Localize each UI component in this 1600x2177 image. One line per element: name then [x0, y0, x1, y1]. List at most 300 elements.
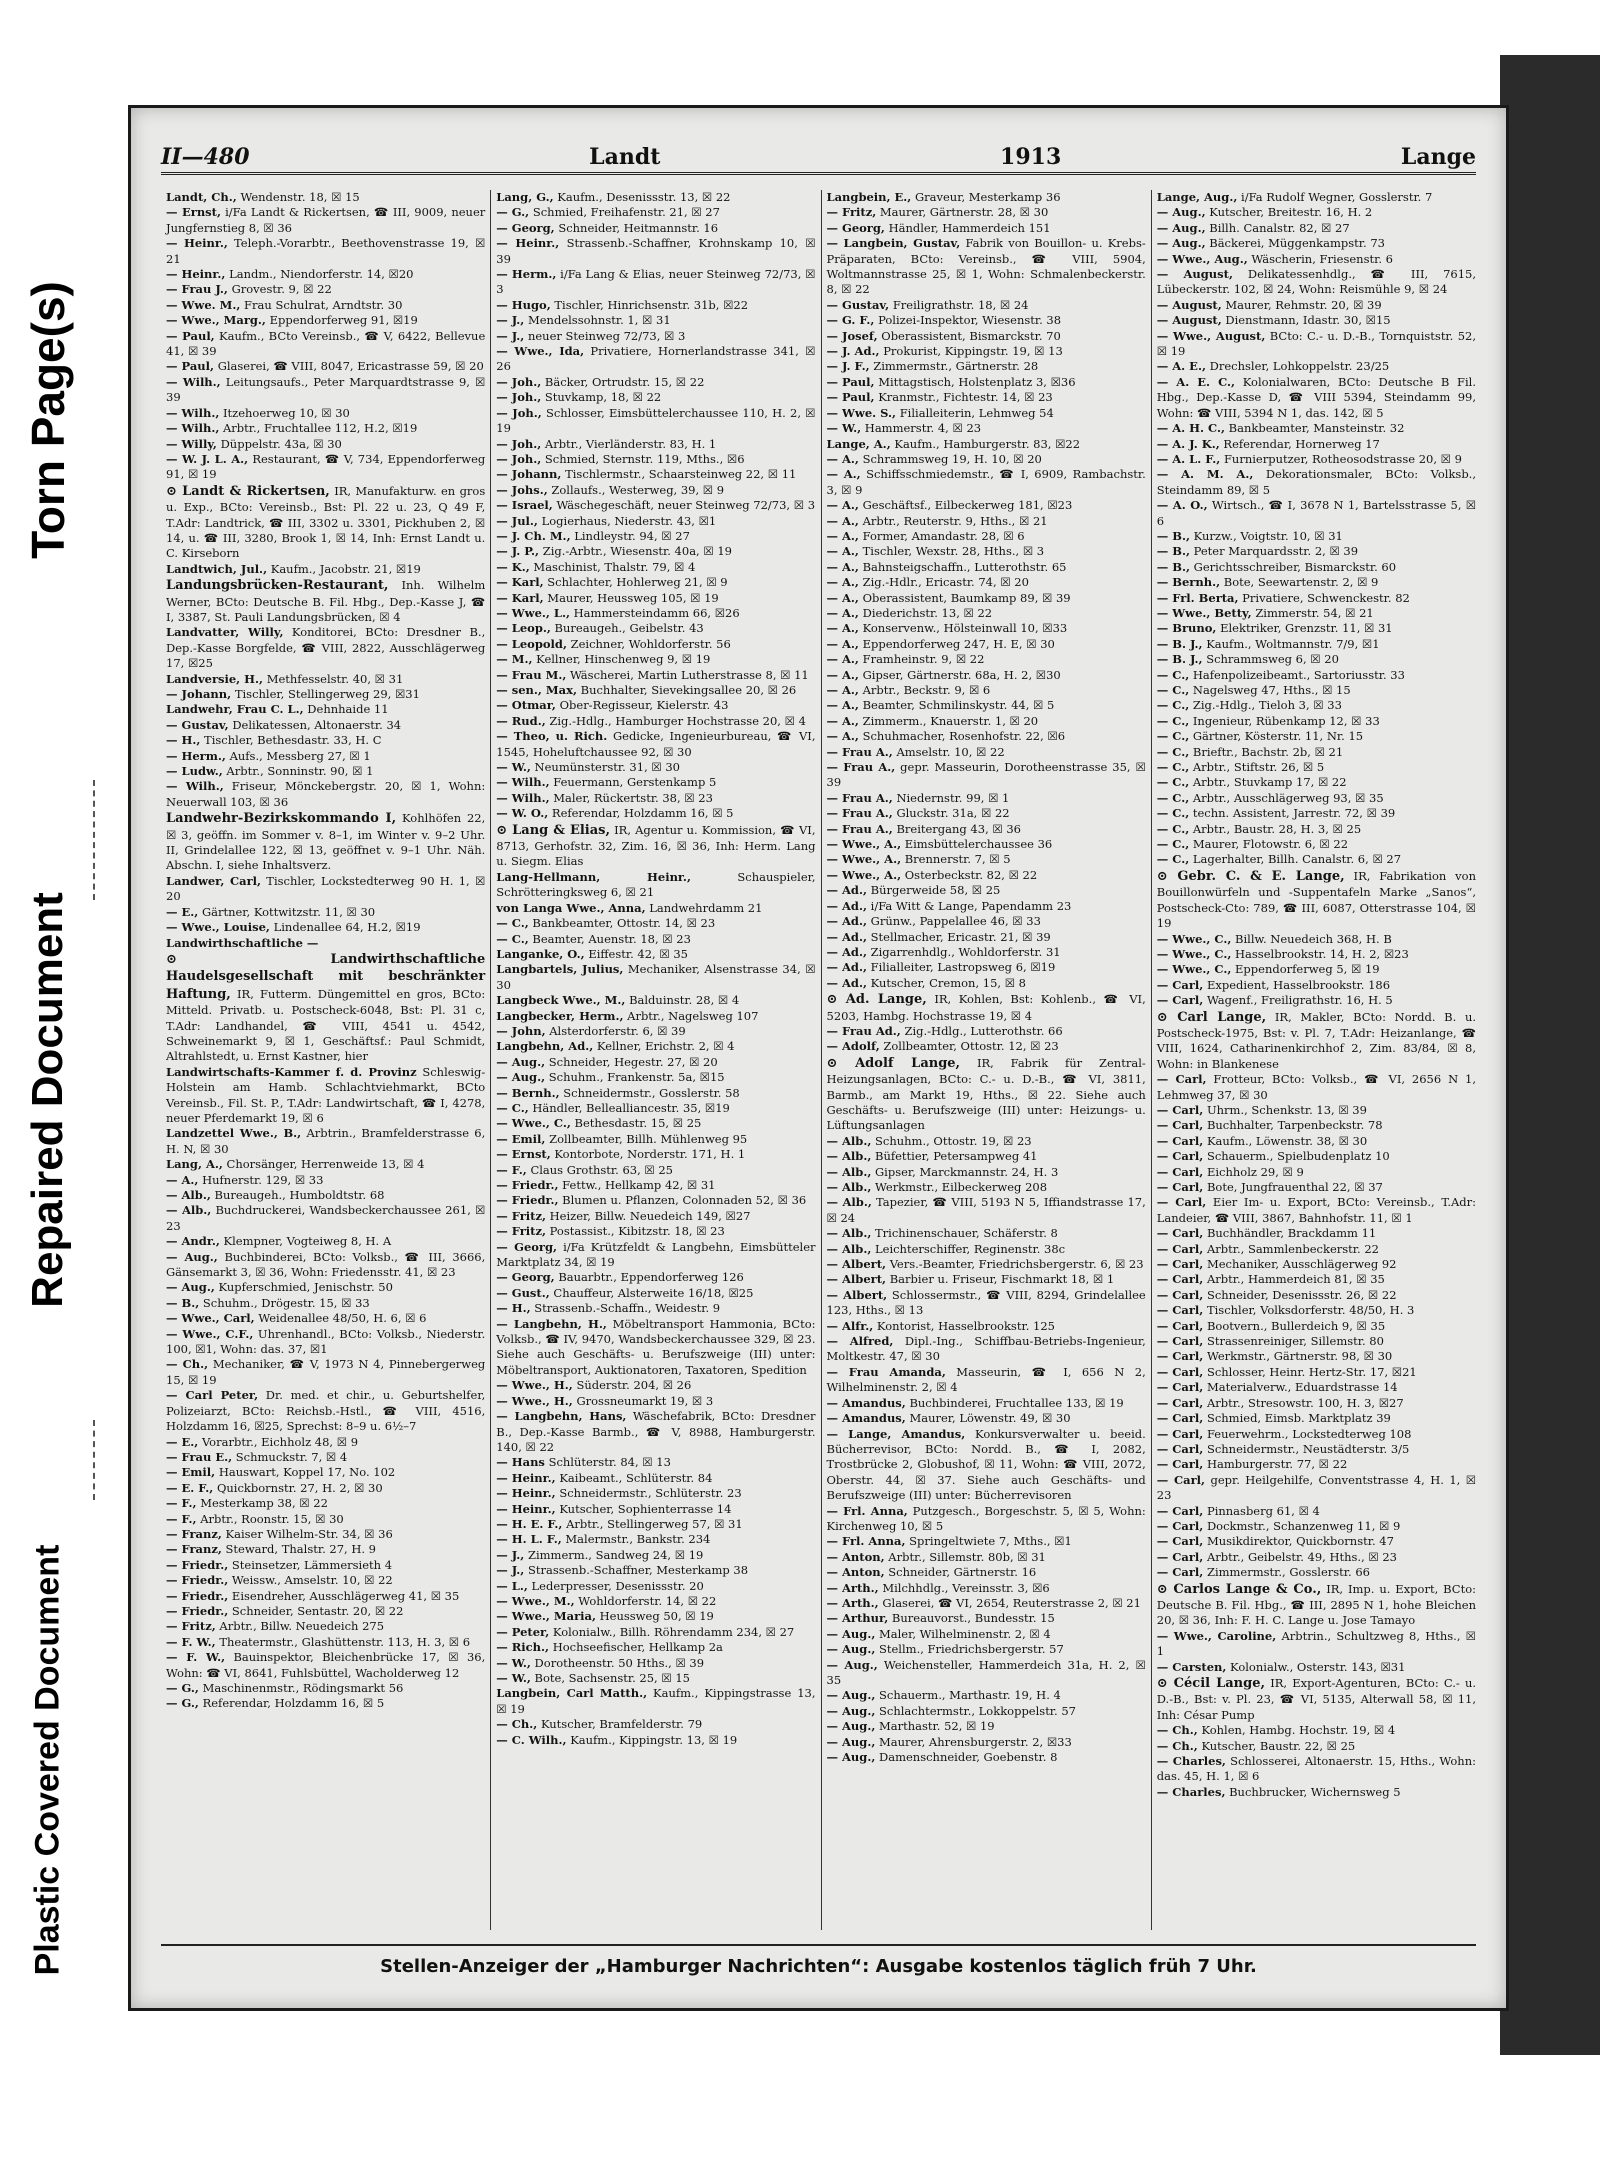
entry-name: — Heinr.,	[496, 1501, 556, 1516]
directory-entry	[496, 1686, 815, 1717]
directory-entry	[1157, 1380, 1476, 1395]
entry-details: Schmied, Sternstr. 119, Mths., ☒6	[544, 451, 745, 466]
directory-entry	[166, 1481, 485, 1496]
entry-name: — F. W.,	[166, 1634, 216, 1649]
entry-name: — H.,	[496, 1301, 531, 1316]
entry-details: IR, Export-Agenturen, BCto: C.- u. D.-B., Bst: v. Pl. 23, ☎ VI, 5135, Alterwall 58, ☒ 11, Inh: César Pump	[1156, 1676, 1477, 1722]
entry-name: — Bernh.,	[496, 1085, 560, 1100]
entry-details: Strassenreiniger, Sillemstr. 80	[1206, 1334, 1384, 1349]
directory-entry	[1157, 1581, 1476, 1629]
directory-entry	[166, 764, 485, 779]
entry-name: — Wwe., Ida,	[496, 344, 585, 359]
entry-details: Strassenb.-Schaffner, Mesterkamp 38	[527, 1563, 749, 1578]
directory-entry	[827, 1550, 1146, 1565]
directory-entry	[827, 1165, 1146, 1180]
entry-details: Barbier u. Friseur, Fischmarkt 18, ☒ 1	[889, 1272, 1115, 1287]
entry-name: — Wwe., Carl,	[166, 1311, 255, 1326]
directory-entry	[1157, 1272, 1476, 1287]
entry-name: — C.,	[496, 916, 529, 931]
entry-details: Eichholz 29, ☒ 9	[1206, 1164, 1304, 1179]
entry-details: Schlosserei, Altonaerstr. 15, Hths., Wohn: das. 45, H. 1, ☒ 6	[1156, 1754, 1476, 1784]
entry-details: Eisendreher, Ausschlägerweg 41, ☒ 35	[231, 1588, 460, 1603]
entry-name: — Joh.,	[496, 374, 542, 389]
entry-details: Beamter, Auenstr. 18, ☒ 23	[532, 931, 691, 946]
directory-entry	[496, 575, 815, 590]
entry-name: — Wwe., L.,	[496, 605, 570, 620]
directory-entry	[166, 1065, 485, 1127]
entry-name: — A.,	[826, 698, 859, 713]
entry-name: — Wwe., H.,	[496, 1393, 573, 1408]
entry-name: — Wwe., C.F.,	[166, 1326, 254, 1341]
entry-name: — sen., Max,	[496, 683, 577, 697]
entry-details: Wäscherei, Martin Lutherstrasse 8, ☒ 11	[569, 667, 809, 682]
directory-entry	[1157, 1180, 1476, 1195]
directory-entry	[166, 625, 485, 671]
entry-name: — Karl,	[496, 590, 544, 605]
entry-details: Milchhdlg., Vereinsstr. 3, ☒6	[882, 1580, 1050, 1595]
entry-details: Filialleiter, Lastropsweg 6, ☒19	[870, 960, 1056, 975]
entry-details: Maschinenmstr., Rödingsmarkt 56	[202, 1681, 404, 1695]
directory-entry	[827, 406, 1146, 421]
directory-entry	[496, 1317, 815, 1379]
entry-name: — M.,	[496, 652, 533, 667]
directory-entry	[827, 498, 1146, 513]
entry-details: Eppendorferweg 5, ☒ 19	[1235, 962, 1380, 977]
entry-name: — Carl,	[1156, 1549, 1204, 1564]
entry-name: Langbein, Carl Matth.,	[496, 1686, 648, 1701]
entry-name: — Alfr.,	[826, 1318, 874, 1333]
entry-details: Postassist., Kibitzstr. 18, ☒ 23	[549, 1224, 725, 1239]
directory-entry	[1157, 947, 1476, 962]
directory-entry	[1157, 775, 1476, 790]
directory-entry	[1157, 1660, 1476, 1675]
directory-entry	[496, 1224, 815, 1239]
directory-entry	[1157, 652, 1476, 667]
entry-name: — A.,	[826, 713, 859, 728]
directory-entry	[166, 205, 485, 236]
entry-details: Framheinstr. 9, ☒ 22	[862, 652, 985, 667]
entry-name: — F.,	[496, 1162, 527, 1177]
entry-name: — Wilh.,	[166, 374, 221, 389]
entry-name: — G.,	[166, 1681, 199, 1695]
directory-entry	[827, 1411, 1146, 1426]
entry-details: Kurzw., Voigtstr. 10, ☒ 31	[1193, 528, 1343, 543]
directory-entry	[827, 1596, 1146, 1611]
entry-details: gepr. Heilgehilfe, Conventstrasse 4, H. 1, ☒ 23	[1156, 1472, 1477, 1503]
entry-name: — Carl,	[1156, 1133, 1204, 1148]
entry-name: — Frau Amanda,	[826, 1364, 946, 1379]
entry-name: — B.,	[1156, 544, 1190, 559]
entry-name: — Carl,	[1156, 1102, 1204, 1117]
entry-details: Pinnasberg 61, ☒ 4	[1206, 1503, 1320, 1518]
entry-name: Lange, A.,	[826, 436, 891, 451]
entry-name: — Leopold,	[496, 636, 567, 651]
entry-name: — Georg,	[496, 220, 555, 235]
directory-entry	[166, 936, 485, 951]
directory-entry	[166, 236, 485, 267]
directory-entry	[1157, 714, 1476, 729]
directory-entry	[827, 1272, 1146, 1287]
entry-name: — Wwe., C.,	[1156, 931, 1232, 946]
entry-name: — Carl,	[1156, 1149, 1204, 1164]
entry-name: — Ch.,	[1156, 1723, 1198, 1738]
directory-entry	[1157, 978, 1476, 993]
directory-entry	[1157, 1473, 1476, 1504]
entry-name: — C.,	[1156, 744, 1190, 759]
directory-entry	[1157, 1519, 1476, 1534]
directory-entry	[827, 421, 1146, 436]
torn-edge-shadow	[1500, 55, 1600, 2055]
directory-entry	[166, 1435, 485, 1450]
entry-name: — Carl,	[1156, 1318, 1204, 1333]
entry-name: Lange, Aug.,	[1156, 190, 1238, 204]
entry-details: Maurer, Ahrensburgerstr. 2, ☒33	[879, 1734, 1072, 1749]
entry-details: Wagenf., Freiligrathstr. 16, H. 5	[1206, 993, 1393, 1008]
directory-entry	[496, 1579, 815, 1594]
directory-entry	[496, 791, 815, 806]
entry-name: — Ad.,	[826, 975, 867, 990]
entry-name: — Ad.,	[826, 960, 867, 975]
entry-details: Gerichtsschreiber, Bismarckstr. 60	[1193, 559, 1397, 574]
directory-entry	[1157, 637, 1476, 652]
entry-name: — Carl,	[1156, 1195, 1207, 1210]
entry-details: Gärtner, Kottwitzstr. 11, ☒ 30	[201, 904, 376, 919]
entry-details: Furnierputzer, Rotheosodstrasse 20, ☒ 9	[1223, 451, 1462, 466]
directory-entry	[496, 870, 815, 901]
entry-details: Hamburgerstr. 77, ☒ 22	[1206, 1457, 1348, 1472]
directory-entry	[827, 1704, 1146, 1719]
entry-name: — Wwe., Betty,	[1156, 605, 1252, 620]
entry-details: Schneidermstr., Gosslerstr. 58	[563, 1085, 740, 1100]
directory-entry	[827, 729, 1146, 744]
entry-details: Zeichner, Wohldorferstr. 56	[570, 636, 731, 651]
directory-entry	[496, 993, 815, 1008]
entry-details: Schrammsweg 19, H. 10, ☒ 20	[862, 451, 1042, 466]
entry-name: — Arth.,	[826, 1595, 879, 1610]
directory-entry	[496, 529, 815, 544]
entry-name: — Carl,	[1156, 1164, 1204, 1179]
directory-entry	[827, 745, 1146, 760]
entry-name: — Aug.,	[826, 1657, 878, 1672]
directory-entry	[1157, 560, 1476, 575]
entry-details: Polizei-Inspektor, Wiesenstr. 38	[878, 313, 1062, 328]
entry-details: Inh. Wilhelm Werner, BCto: Deutsche B. Fil. Hbg., Dep.-Kasse J, ☎ I, 3387, St. Pauli Landungsbrücken, ☒ 4	[166, 578, 486, 624]
entry-name: — Langbehn, Hans,	[496, 1409, 627, 1424]
entry-name: — Alfred,	[826, 1334, 894, 1349]
entry-details: Gluckstr. 31a, ☒ 22	[896, 806, 1010, 821]
entry-details: Buchhalter, Tarpenbeckstr. 78	[1206, 1118, 1383, 1133]
entry-details: Musikdirektor, Quickbornstr. 47	[1206, 1534, 1394, 1549]
entry-details: Dipl.-Ing., Schiffbau-Betriebs-Ingenieur, Moltkestr. 47, ☒ 30	[826, 1334, 1146, 1364]
entry-name: — C.,	[1156, 760, 1190, 775]
directory-entry	[827, 1288, 1146, 1319]
entry-name: — Wilh.,	[496, 775, 550, 790]
entry-details: Schmuckstr. 7, ☒ 4	[235, 1449, 348, 1464]
entry-details: IR, Manufakturw. en gros u. Exp., BCto: Vereinsb., Bst: Pl. 22 u. 23, Q 49 F, T.Adr: Landtrick, ☎ III, 3302 u. 3301, Pickhuben 2, ☒ 14, u. ☎ III, 3280, Brook 1, ☒ 14, Inh: Ernst Landt u. C. Kirseborn	[166, 483, 486, 561]
entry-name: Landwirtschafts-Kammer f. d. Provinz	[166, 1064, 417, 1079]
entry-name: — C.,	[496, 931, 529, 946]
entry-name: — A.,	[826, 621, 859, 636]
entry-name: Lang-Hellmann, Heinr.,	[496, 869, 691, 884]
directory-entry	[496, 221, 815, 236]
page-header	[161, 138, 1476, 175]
entry-details: Zig.-Arbtr., Wiesenstr. 40a, ☒ 19	[542, 544, 732, 559]
directory-entry	[827, 313, 1146, 328]
entry-details: Arbtr., Reuterstr. 9, Hths., ☒ 21	[862, 513, 1048, 528]
directory-entry	[1157, 1165, 1476, 1180]
entry-name: — Friedr.,	[166, 1573, 229, 1588]
directory-entry	[1157, 1134, 1476, 1149]
entry-details: Schuhm., Drögestr. 15, ☒ 33	[202, 1295, 370, 1310]
entry-details: Zimmerstr. 54, ☒ 21	[1255, 605, 1374, 620]
directory-entry	[496, 1024, 815, 1039]
entry-details: Kontorbote, Norderstr. 171, H. 1	[554, 1147, 746, 1162]
entry-name: — E.,	[166, 904, 199, 919]
entry-name: — Carl Peter,	[166, 1388, 259, 1403]
entry-details: Kaufm., Löwenstr. 38, ☒ 30	[1206, 1133, 1368, 1148]
entry-details: Chauffeur, Alsterweite 16/18, ☒25	[553, 1285, 754, 1300]
entry-name: — Wilh.,	[166, 421, 220, 436]
directory-entry	[1157, 1565, 1476, 1580]
directory-entry	[496, 236, 815, 267]
entry-details: Düppelstr. 43a, ☒ 30	[220, 436, 342, 451]
entry-details: Eier Im- u. Export, BCto: Vereinsb., T.Adr: Landeier, ☎ VIII, 3867, Bahnhofstr. 11, ☒ 1	[1156, 1195, 1477, 1225]
entry-name: — Ernst,	[166, 205, 221, 220]
entry-details: Kaufm., Woltmannstr. 7/9, ☒1	[1206, 636, 1380, 651]
entry-name: — W.,	[496, 760, 531, 775]
directory-entry	[496, 591, 815, 606]
entry-details: Trichinenschauer, Schäferstr. 8	[875, 1226, 1058, 1241]
directory-entry	[827, 1581, 1146, 1596]
directory-entry	[496, 652, 815, 667]
entry-details: Bootvern., Bullerdeich 9, ☒ 35	[1206, 1318, 1386, 1333]
directory-entry	[166, 1496, 485, 1511]
entry-name: — A.,	[826, 729, 859, 744]
entry-name: — Adolf,	[826, 1039, 880, 1054]
directory-entry	[496, 1147, 815, 1162]
entry-name: — Wwe., A.,	[826, 852, 902, 867]
entry-name: — Ad.,	[826, 929, 867, 944]
directory-entry	[166, 874, 485, 905]
entry-details: Kranmstr., Fichtestr. 14, ☒ 23	[878, 390, 1053, 405]
entry-details: Kohlhöfen 22, ☒ 3, geöffn. im Sommer v. 8–1, im Winter v. 9–2 Uhr. II, Grindelallee 122, ☒ 13, geöffnet v. 9–1 Uhr. Näh. Abschn. I, siehe Inhaltsverz.	[166, 811, 486, 873]
entry-name: — Langbehn, H.,	[496, 1316, 607, 1331]
directory-entry	[827, 668, 1146, 683]
entry-details: Zig.-Hdlr., Ericastr. 74, ☒ 20	[862, 575, 1029, 590]
directory-entry	[827, 298, 1146, 313]
entry-details: Zig.-Hdlg., Lutterothstr. 66	[904, 1023, 1063, 1038]
directory-entry	[827, 1055, 1146, 1134]
directory-entry	[166, 1604, 485, 1619]
entry-details: Schuhm., Frankenstr. 5a, ☒15	[548, 1070, 725, 1085]
entry-name: — Alb.,	[826, 1149, 872, 1164]
entry-details: Bote, Seewartenstr. 2, ☒ 9	[1223, 575, 1379, 590]
entry-details: Arbtr., Ausschlägerweg 93, ☒ 35	[1192, 790, 1384, 805]
directory-entry	[1157, 993, 1476, 1008]
entry-name: — Ludw.,	[166, 764, 223, 779]
entry-details: Schneider, Gärtnerstr. 16	[888, 1565, 1037, 1580]
entry-details: Bankbeamter, Ottostr. 14, ☒ 23	[532, 916, 716, 931]
entry-details: Stellmacher, Ericastr. 21, ☒ 39	[870, 929, 1051, 944]
entry-name: — B.,	[1156, 559, 1190, 574]
side-labels	[0, 0, 100, 2177]
entry-name: — Aug.,	[826, 1719, 876, 1734]
entry-details: Wohldorferstr. 14, ☒ 22	[578, 1593, 717, 1608]
entry-name: — G.,	[496, 205, 530, 220]
entry-name: Langbein, E.,	[826, 190, 912, 204]
entry-details: Neumünsterstr. 31, ☒ 30	[534, 760, 680, 775]
entry-name: — Carl,	[1156, 1180, 1204, 1194]
directory-entry	[1157, 1396, 1476, 1411]
directory-entry	[1157, 313, 1476, 328]
directory-entry	[166, 1126, 485, 1157]
entry-details: Brieftr., Bachstr. 2b, ☒ 21	[1192, 744, 1344, 759]
entry-details: Frotteur, BCto: Volksb., ☎ VI, 2656 N 1, Lehmweg 37, ☒ 30	[1156, 1072, 1476, 1102]
entry-details: Schmied, Freihafenstr. 21, ☒ 27	[532, 205, 720, 220]
entry-name: — Wwe., M.,	[496, 1593, 575, 1608]
entry-details: Oberassistent, Bismarckstr. 70	[881, 328, 1061, 343]
directory-entry	[827, 991, 1146, 1024]
entry-name: — Josef,	[826, 328, 878, 343]
entry-details: gepr. Masseurin, Dorotheenstrasse 35, ☒ 39	[826, 760, 1146, 790]
entry-details: Strassenb.-Schaffn., Weidestr. 9	[534, 1301, 721, 1316]
directory-entry	[496, 1378, 815, 1393]
directory-entry	[1157, 729, 1476, 744]
directory-entry	[827, 544, 1146, 559]
directory-entry	[1157, 375, 1476, 421]
entry-name: — Aug.,	[166, 1249, 218, 1264]
entry-details: Arbtr., Stellingerweg 57, ☒ 31	[566, 1516, 743, 1531]
entry-details: Prokurist, Kippingstr. 19, ☒ 13	[883, 344, 1063, 359]
entry-name: — Carl,	[1156, 1303, 1204, 1318]
entry-details: Tischler, Volksdorferstr. 48/50, H. 3	[1206, 1303, 1415, 1318]
directory-entry	[827, 1149, 1146, 1164]
directory-entry	[496, 637, 815, 652]
entry-details: IR, Fabrikation von Bouillonwürfeln und -Suppentafeln Marke „Sanos“, Postscheck-Cto: 789, ☎ III, 6087, Otterstrasse 104, ☒ 19	[1156, 868, 1477, 931]
entry-details: Hasselbrookstr. 14, H. 2, ☒23	[1235, 946, 1409, 961]
entry-name: — G.,	[166, 1696, 199, 1711]
entry-name: — Albert,	[826, 1287, 888, 1302]
entry-name: — C.,	[1156, 698, 1190, 713]
entry-name: — Alb.,	[826, 1195, 872, 1210]
entry-name: — A.,	[826, 451, 859, 466]
column-2	[491, 190, 821, 1930]
entry-details: Zimmerm., Knauerstr. 1, ☒ 20	[862, 713, 1039, 728]
entry-details: Bureaugeh., Humboldtstr. 68	[214, 1188, 385, 1202]
entry-details: Kutscher, Breitestr. 16, H. 2	[1209, 205, 1373, 220]
entry-details: Schneider, Heitmannstr. 16	[558, 220, 719, 235]
entry-name: — Friedr.,	[166, 1557, 229, 1572]
entry-details: Maurer, Heussweg 105, ☒ 19	[547, 590, 719, 605]
entry-name: — J. Ad.,	[826, 344, 880, 359]
entry-name: — C.,	[1156, 713, 1190, 728]
entry-details: Buchbinderei, BCto: Volksb., ☎ III, 3666, Gänsemarkt 3, ☒ 36, Wohn: Friedensstr. 41, ☒ 23	[166, 1249, 486, 1280]
entry-details: Arbtr., Sammlenbeckerstr. 22	[1206, 1241, 1379, 1256]
directory-entry	[166, 282, 485, 297]
entry-name: — A.,	[826, 544, 859, 559]
entry-details: Hufnerstr. 129, ☒ 33	[202, 1172, 324, 1187]
entry-details: i/Fa Rudolf Wegner, Gosslerstr. 7	[1241, 190, 1433, 204]
directory-entry	[1157, 1242, 1476, 1257]
directory-entry	[166, 672, 485, 687]
directory-entry	[827, 1735, 1146, 1750]
directory-entry	[166, 1450, 485, 1465]
entry-details: Wendenstr. 18, ☒ 15	[240, 190, 360, 204]
directory-entry	[1157, 591, 1476, 606]
entry-details: Schlachter, Hohlerweg 21, ☒ 9	[547, 575, 728, 590]
entry-name: — W.,	[826, 421, 862, 436]
entry-details: Arbtr., Fruchtallee 112, H.2, ☒19	[222, 421, 418, 436]
entry-name: Langbeck Wwe., M.,	[496, 993, 626, 1008]
directory-entry	[827, 1242, 1146, 1257]
entry-details: Schmied, Eimsb. Marktplatz 39	[1206, 1411, 1391, 1426]
entry-details: Damenschneider, Goebenstr. 8	[879, 1750, 1058, 1765]
entry-name: — Wwe., C.,	[1156, 946, 1232, 961]
entry-name: — Frau A.,	[826, 744, 893, 759]
entry-name: — Ernst,	[496, 1147, 551, 1162]
entry-details: Leichterschiffer, Reginenstr. 38c	[875, 1241, 1066, 1256]
entry-details: Dockmstr., Schanzenweg 11, ☒ 9	[1206, 1518, 1401, 1533]
entry-details: Arbtrin., Schultzweg 8, Hths., ☒ 1	[1156, 1628, 1476, 1659]
entry-name: — Fritz,	[496, 1224, 546, 1239]
directory-entry	[496, 947, 815, 962]
directory-entry	[166, 702, 485, 717]
directory-entry	[827, 1319, 1146, 1334]
entry-details: Weichensteller, Hammerdeich 31a, H. 2, ☒ 35	[826, 1657, 1146, 1687]
directory-entry	[166, 920, 485, 935]
entry-details: Uhrenhandl., BCto: Volksb., Niederstr. 100, ☒1, Wohn: das. 37, ☒1	[166, 1326, 486, 1357]
entry-details: Dehnhaide 11	[307, 702, 389, 717]
entry-name: — C.,	[1156, 852, 1190, 867]
directory-entry	[827, 1024, 1146, 1039]
directory-entry	[1157, 932, 1476, 947]
entry-details: Gedicke, Ingenieurbureau, ☎ VI, 1545, Hoheluftchaussee 92, ☒ 30	[496, 729, 816, 759]
entry-name: — Carsten,	[1156, 1659, 1227, 1674]
directory-entry	[166, 1465, 485, 1480]
entry-details: Wirtsch., ☎ I, 3678 N 1, Bartelsstrasse 5, ☒ 6	[1156, 498, 1476, 528]
directory-entry	[166, 1619, 485, 1634]
column-4	[1152, 190, 1481, 1930]
entry-details: Strassenb.-Schaffner, Krohnskamp 10, ☒ 39	[496, 236, 816, 266]
directory-entry	[496, 437, 815, 452]
entry-details: Arbtr., Stuvkamp 17, ☒ 22	[1192, 775, 1347, 790]
entry-name: — Joh.,	[496, 405, 542, 420]
entry-details: Geschäftsf., Eilbeckerweg 181, ☒23	[862, 498, 1073, 513]
directory-entry	[166, 452, 485, 483]
header-last-word: Lange	[1400, 144, 1476, 170]
directory-entry	[496, 329, 815, 344]
entry-details: Lindleystr. 94, ☒ 27	[574, 528, 690, 543]
entry-name: — Georg,	[496, 1239, 558, 1254]
directory-entry	[496, 298, 815, 313]
entry-name: — August,	[1156, 297, 1222, 312]
directory-entry	[1157, 1349, 1476, 1364]
directory-entry	[827, 205, 1146, 220]
directory-entry	[827, 437, 1146, 452]
directory-entry	[1157, 1365, 1476, 1380]
entry-name: — Ch.,	[1156, 1738, 1198, 1753]
directory-entry	[496, 1055, 815, 1070]
entry-name: — Ad.,	[826, 898, 867, 913]
entry-name: — Johann,	[496, 467, 562, 482]
entry-details: Amselstr. 10, ☒ 22	[896, 744, 1005, 759]
entry-name: — Frau J.,	[166, 282, 228, 297]
entry-name: — Fritz,	[166, 1619, 216, 1634]
directory-entry	[1157, 1072, 1476, 1103]
entry-details: Hammerstr. 4, ☒ 23	[864, 421, 982, 436]
entry-details: Schlachtermstr., Lokkoppelstr. 57	[879, 1703, 1076, 1718]
entry-details: Klempner, Vogteiweg 8, H. A	[223, 1234, 392, 1249]
